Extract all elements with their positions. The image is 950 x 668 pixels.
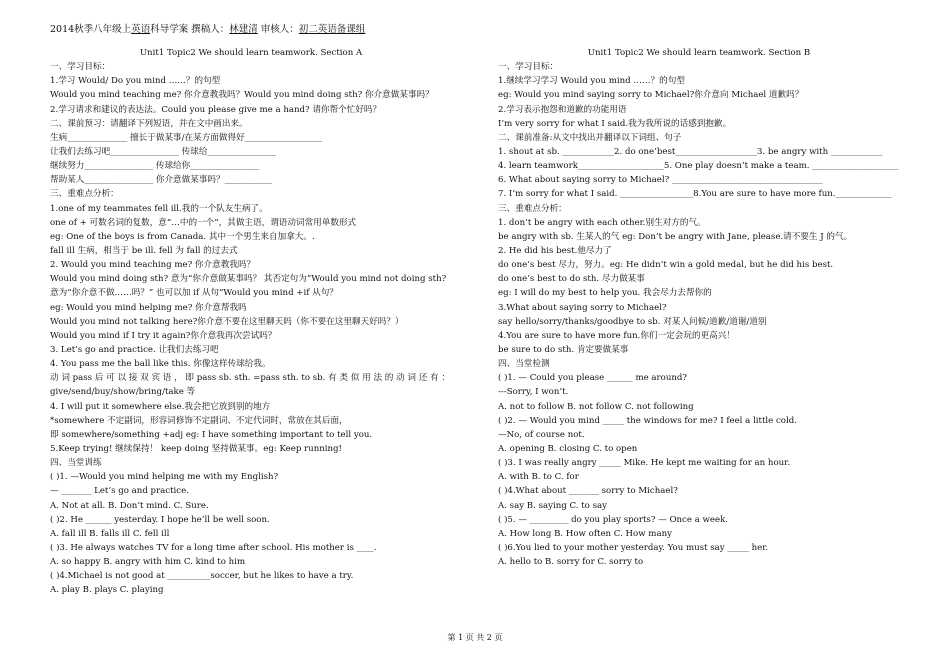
section-b-line: 3.What about saying sorry to Michael?: [498, 302, 667, 313]
section-a-line: ( )3. He always watches TV for a long time after school. His mother is ____.: [50, 542, 377, 553]
section-b-line: 四、当堂检测: [498, 359, 550, 370]
header-mid: 科导学案 撰稿人：: [150, 24, 230, 35]
section-b-line: eg: I will do my best to help you. 我会尽力去帮你的: [498, 288, 712, 299]
section-a-line: one of + 可数名词的复数，意“…中的一个”，其做主语，谓语动词常用单数形式: [50, 217, 357, 228]
section-b-line: 6. What about saying sorry to Michael? ___________________________________: [498, 175, 823, 186]
page-footer: 第 1 页 共 2 页: [447, 633, 503, 642]
section-a-line: ( )4.Michael is not good at __________soccer, but he likes to have a try.: [50, 571, 354, 582]
section-b-line: ---Sorry, I won’t.: [498, 387, 569, 398]
section-b-line: ( )4.What about _______ sorry to Michael?: [498, 486, 678, 497]
section-b-line: A. say B. saying C. to say: [498, 500, 607, 511]
section-b-line: ( )6.You lied to your mother yesterday. You must say _____ her.: [498, 542, 769, 553]
section-a-line: 4. I will put it somewhere else.我会把它放到别的地方: [50, 401, 271, 412]
section-a-line: 一、学习目标：: [50, 62, 111, 73]
header-author: 林建清: [229, 24, 258, 35]
section-b-line: A. How long B. How often C. How many: [498, 528, 672, 539]
header-reviewer: 初二英语备课组: [298, 24, 366, 35]
section-b-line: A. opening B. closing C. to open: [498, 443, 638, 454]
section-a-line: Would you mind if I try it again?你介意我再次尝试吗？: [50, 330, 277, 341]
section-b-line: I’m very sorry for what I said.我为我所说的话感到抱歉。: [498, 118, 732, 129]
section-a-line: 帮助某人________________ 你介意做某事吗？___________: [50, 175, 272, 186]
section-b-line: 1. shout at sb. ____________2. do one’best___________________3. be angry with ____________: [498, 146, 883, 157]
section-b-line: 1. don’t be angry with each other.别生对方的气。: [498, 217, 706, 228]
section-a-line: 三、重难点分析：: [50, 189, 119, 200]
section-a-line: 继续努力________________ 传球给你________________: [50, 161, 259, 172]
section-b-line: Unit1 Topic2 We should learn teamwork. Section B: [587, 48, 811, 58]
section-b-line: 三、重难点分析：: [498, 203, 567, 214]
section-b-line: 7. I’m sorry for what I said. _________________8.You are sure to have more fun._____________: [498, 189, 892, 200]
section-b-line: ( )3. I was really angry _____ Mike. He kept me waiting for an hour.: [498, 458, 791, 469]
section-b-line: A. with B. to C. for: [498, 472, 579, 483]
section-a-line: 让我们去练习吧________________ 传球给________________: [50, 146, 277, 157]
section-b-line: 4. learn teamwork____________________5. One play doesn’t make a team. ____________________: [498, 161, 899, 172]
section-b-line: be sure to do sth. 肯定要做某事: [498, 344, 629, 355]
section-b-line: 2.学习表示抱怨和道歉的功能用语: [498, 104, 627, 115]
section-b-line: 2. He did his best.他尽力了: [498, 245, 612, 256]
section-b-line: be angry with sb. 生某人的气 eg: Don’t be angry with Jane, please.请不要生 J 的气。: [498, 231, 853, 242]
section-b-line: ( )5. — _________ do you play sports? — Once a week.: [498, 514, 729, 525]
section-b-line: eg: Would you mind saying sorry to Michael?你介意向 Michael 道歉吗？: [498, 90, 804, 101]
section-a-line: A. fall ill B. falls ill C. fell ill: [50, 528, 170, 539]
section-b-line: 二、课前准备:从文中找出并翻译以下词组、句子: [498, 132, 682, 143]
section-b-line: ( )2. — Would you mind _____ the windows for me? I feel a little cold.: [498, 415, 797, 426]
section-a-line: ( )1. —Would you mind helping me with my English?: [50, 472, 279, 483]
section-a-line: eg: Would you mind helping me? 你介意帮我吗: [50, 302, 247, 313]
section-a-line: fall ill 生病，相当于 be ill. fell 为 fall 的过去式: [50, 245, 238, 256]
section-b-line: 4.You are sure to have more fun.你们一定会玩的更高兴！: [498, 330, 735, 341]
section-a-line: A. play B. plays C. playing: [50, 585, 164, 596]
section-b-line: ( )1. — Could you please ______ me around?: [498, 373, 688, 384]
section-a-line: 2.学习请求和建议的表达法。Could you please give me a hand? 请你帮个忙好吗？: [50, 104, 382, 115]
header-prefix: 2014秋季八年级上: [50, 24, 132, 35]
document-header: [50, 24, 365, 36]
section-b-line: 一、学习目标：: [498, 62, 559, 73]
section-a-line: 意为“你介意不做……吗？” 也可以加 if 从句“Would you mind +if 从句？: [50, 288, 338, 299]
section-b-line: A. hello to B. sorry for C. sorry to: [498, 557, 644, 568]
section-b-line: do one’s best 尽力，努力。eg: He didn’t win a gold medal, but he did his best.: [498, 260, 834, 271]
section-b-line: 1.继续学习学习 Would you mind ……？的句型: [498, 76, 685, 87]
section-b-line: do one’s best to do sth. 尽力做某事: [498, 274, 645, 285]
section-a-line: 四、当堂训练: [50, 458, 102, 469]
section-a-line: 3. Let’s go and practice. 让我们去练习吧: [50, 344, 219, 355]
section-a-line: Would you mind doing sth? 意为“你介意做某事吗？ 其否定句为“Would you mind not doing sth?: [50, 274, 447, 285]
section-a-line: Would you mind teaching me? 你介意教我吗？Would you mind doing sth? 你介意做某事吗？: [50, 90, 434, 101]
section-b-line: —No, of course not.: [498, 429, 585, 440]
section-b-column: [498, 46, 900, 569]
section-a-line: 1.one of my teammates fell ill.我的一个队友生病了。: [50, 203, 268, 214]
section-a-line: 动 词 pass 后 可 以 接 双 宾 语 ， 即 pass sb. sth. =pass sth. to sb. 有 类 似 用 法 的 动 词 还 有 ：: [50, 373, 450, 384]
section-a-line: A. Not at all. B. Don’t mind. C. Sure.: [50, 500, 209, 511]
section-a-column: [50, 46, 452, 597]
section-a-line: Would you mind not talking here?你介意不要在这里聊天吗（你不要在这里聊天好吗？）: [50, 316, 404, 327]
section-a-line: eg: One of the boys is from Canada. 其中一个男生来自加拿大。.: [50, 231, 315, 242]
section-a-line: 2. Would you mind teaching me? 你介意教我吗？: [50, 260, 256, 271]
header-reviewer-label: 审核人：: [257, 24, 299, 35]
section-a-line: *somewhere 不定副词，形容词修饰不定副词、不定代词时，常放在其后面，: [50, 415, 348, 426]
section-a-line: give/send/buy/show/bring/take 等: [50, 387, 196, 398]
section-a-line: 4. You pass me the ball like this. 你像这样传球给我。: [50, 359, 271, 370]
header-subject: 英语: [131, 24, 151, 35]
section-b-line: A. not to follow B. not follow C. not following: [498, 401, 694, 412]
section-a-line: 1.学习 Would/ Do you mind ……？的句型: [50, 76, 221, 87]
section-a-line: 即 somewhere/something +adj eg: I have something important to tell you.: [50, 429, 373, 440]
section-a-line: 二、课前预习：请翻译下列短语，并在文中画出来。: [50, 118, 248, 129]
section-a-line: A. so happy B. angry with him C. kind to him: [50, 557, 246, 568]
section-a-line: 生病______________ 擅长于做某事/在某方面做得好__________________: [50, 132, 323, 143]
section-b-line: say hello/sorry/thanks/goodbye to sb. 对某人问候/道歉/道谢/道别: [498, 316, 767, 327]
section-a-line: — _______ Let’s go and practice.: [50, 486, 189, 497]
section-a-line: ( )2. He ______ yesterday. I hope he’ll be well soon.: [50, 514, 270, 525]
section-a-line: 5.Keep trying! 继续保持！ keep doing 坚持做某事。eg: Keep running!: [50, 443, 343, 454]
section-a-line: Unit1 Topic2 We should learn teamwork. Section A: [139, 48, 363, 58]
